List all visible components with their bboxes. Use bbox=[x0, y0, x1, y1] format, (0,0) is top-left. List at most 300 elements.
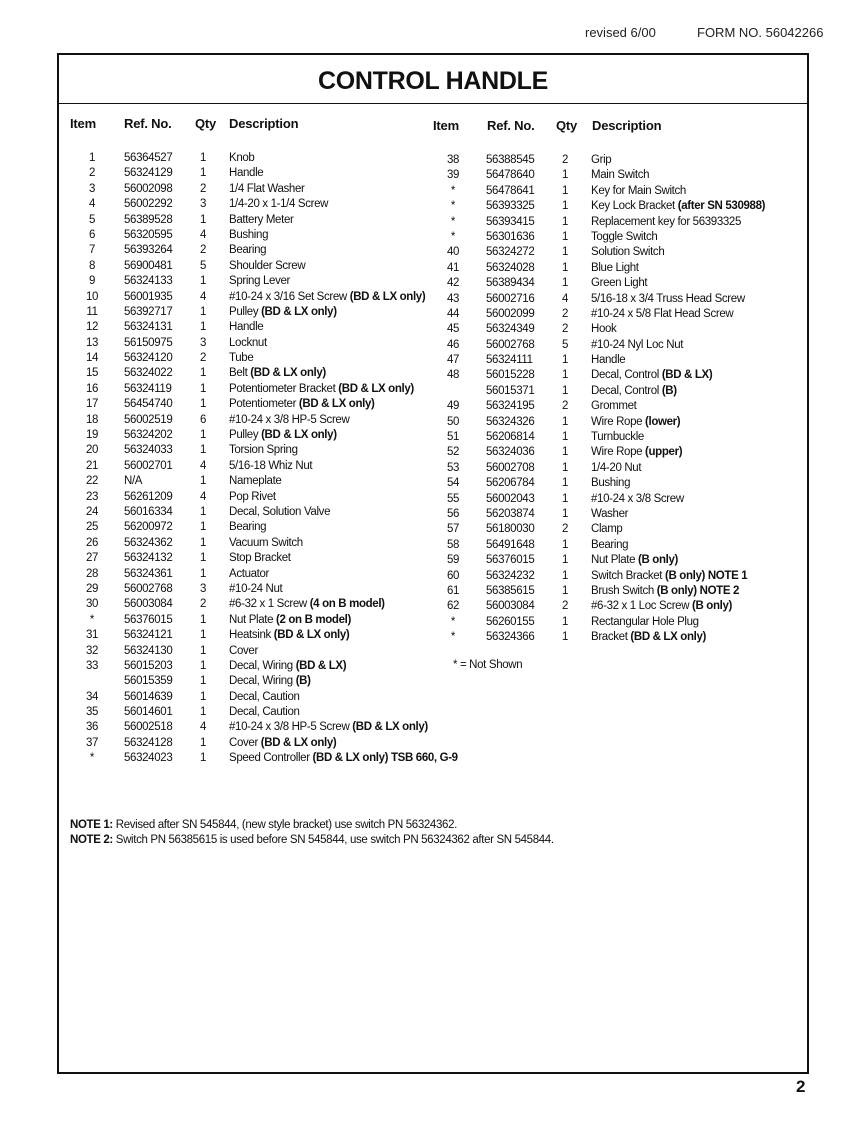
table-row bbox=[77, 583, 422, 598]
table-row bbox=[77, 752, 458, 767]
item-cell: 14 bbox=[85, 352, 99, 365]
description-text: Spring Lever bbox=[229, 275, 291, 288]
qty-cell: 2 bbox=[561, 307, 569, 320]
qty-cell: 1 bbox=[199, 321, 207, 334]
table-row bbox=[438, 231, 803, 246]
qty-cell: 1 bbox=[561, 369, 569, 382]
table-row bbox=[77, 675, 422, 690]
revision-date: revised 6/00 bbox=[585, 25, 656, 40]
item-cell: 22 bbox=[85, 475, 99, 488]
item-cell: 29 bbox=[85, 582, 99, 595]
qty-cell: 1 bbox=[199, 752, 207, 765]
note-2-text: Switch PN 56385615 is used before SN 545844, use switch PN 56324362 after SN 545844. bbox=[112, 834, 554, 846]
qty-cell: 1 bbox=[561, 431, 569, 444]
table-row bbox=[438, 216, 803, 231]
description-text: #10-24 x 3/8 HP-5 Screw bbox=[229, 721, 353, 734]
table-row bbox=[77, 352, 422, 367]
description-cell bbox=[591, 200, 765, 212]
ref-no-cell: 56002768 bbox=[486, 338, 535, 351]
item-cell: 21 bbox=[85, 459, 99, 472]
description-cell bbox=[591, 616, 699, 628]
description-cell bbox=[229, 198, 328, 210]
description-cell bbox=[229, 598, 385, 610]
qty-cell: 2 bbox=[199, 598, 207, 611]
ref-no-cell: 56301636 bbox=[486, 230, 535, 243]
description-text: Shoulder Screw bbox=[229, 259, 306, 272]
table-row bbox=[438, 277, 803, 292]
qty-cell: 1 bbox=[199, 213, 207, 226]
page-number: 2 bbox=[796, 1077, 806, 1096]
description-text: Heatsink bbox=[229, 629, 274, 642]
description-text: Hook bbox=[591, 323, 617, 336]
description-text: Handle bbox=[591, 354, 626, 367]
qty-cell: 1 bbox=[561, 631, 569, 644]
description-text: Bearing bbox=[229, 244, 267, 257]
right-header-qty: Qty bbox=[556, 118, 578, 133]
item-cell: 28 bbox=[85, 567, 99, 580]
description-text: Bearing bbox=[229, 521, 267, 534]
qty-cell: 2 bbox=[561, 323, 569, 336]
description-text: Speed Controller bbox=[229, 752, 313, 765]
description-text: Decal, Caution bbox=[229, 706, 300, 719]
description-qualifier: (BD & LX only) bbox=[260, 736, 337, 749]
ref-no-cell: 56392717 bbox=[124, 305, 173, 318]
description-qualifier: (BD & LX) bbox=[661, 369, 713, 382]
right-header-ref: Ref. No. bbox=[487, 118, 535, 133]
note-1-label: NOTE 1: bbox=[70, 819, 113, 831]
table-row bbox=[77, 290, 426, 306]
qty-cell: 1 bbox=[199, 736, 207, 749]
ref-no-cell: 56393264 bbox=[124, 244, 173, 257]
description-text: Potentiometer bbox=[229, 398, 299, 411]
left-header-ref: Ref. No. bbox=[124, 116, 172, 131]
description-cell bbox=[229, 506, 330, 518]
description-qualifier: (BD & LX only) bbox=[261, 305, 337, 318]
table-row bbox=[77, 383, 422, 398]
ref-no-cell: 56393325 bbox=[486, 200, 535, 213]
description-text: #10-24 Nyl Loc Nut bbox=[591, 338, 684, 351]
ref-no-cell: 56001935 bbox=[124, 290, 173, 303]
description-text: Handle bbox=[229, 167, 264, 180]
description-qualifier: (BD & LX only) bbox=[630, 631, 706, 644]
description-cell bbox=[591, 231, 657, 243]
qty-cell: 2 bbox=[561, 400, 569, 413]
table-row bbox=[438, 616, 803, 631]
left-header-desc: Description bbox=[229, 116, 299, 131]
ref-no-cell: 56002701 bbox=[124, 459, 173, 472]
ref-no-cell: 56900481 bbox=[124, 259, 173, 272]
qty-cell: 2 bbox=[199, 352, 207, 365]
item-cell: 61 bbox=[446, 584, 460, 597]
table-row bbox=[438, 354, 803, 369]
description-text: 1/4-20 x 1-1/4 Screw bbox=[229, 198, 329, 211]
table-row bbox=[77, 521, 422, 536]
description-qualifier: (BD & LX only) bbox=[250, 367, 326, 380]
ref-no-cell: 56002518 bbox=[124, 721, 173, 734]
description-text: Tube bbox=[229, 352, 254, 365]
qty-cell: 6 bbox=[199, 413, 207, 426]
description-cell bbox=[229, 583, 282, 595]
ref-no-cell: 56324128 bbox=[124, 736, 173, 749]
description-text: Bearing bbox=[591, 538, 629, 551]
qty-cell: 2 bbox=[199, 182, 207, 195]
description-cell bbox=[229, 229, 268, 241]
item-cell: 1 bbox=[88, 152, 96, 164]
description-text: Bracket bbox=[591, 631, 631, 644]
description-qualifier: (BD & LX) bbox=[295, 659, 347, 672]
description-cell bbox=[229, 537, 303, 549]
ref-no-cell: 56324119 bbox=[124, 382, 172, 395]
description-cell bbox=[229, 706, 300, 718]
description-cell bbox=[591, 323, 616, 335]
description-text: Bushing bbox=[229, 228, 269, 241]
item-cell: 53 bbox=[446, 461, 460, 474]
description-cell bbox=[591, 600, 732, 612]
qty-cell: 4 bbox=[199, 721, 207, 734]
qty-cell: 1 bbox=[199, 706, 207, 719]
item-cell: * bbox=[450, 184, 456, 197]
table-row bbox=[77, 275, 422, 290]
ref-no-cell: 56324022 bbox=[124, 367, 173, 380]
qty-cell: 1 bbox=[199, 629, 207, 642]
qty-cell: 1 bbox=[199, 429, 207, 442]
description-text: Green Light bbox=[591, 277, 648, 290]
table-row bbox=[438, 477, 803, 492]
description-qualifier: (BD & LX only) bbox=[273, 629, 350, 642]
item-cell: 56 bbox=[446, 507, 460, 520]
description-cell bbox=[591, 477, 630, 489]
qty-cell: 1 bbox=[199, 690, 207, 703]
description-cell bbox=[229, 491, 276, 503]
qty-cell: 1 bbox=[561, 384, 569, 397]
ref-no-cell: 56203874 bbox=[486, 507, 535, 520]
item-cell: 57 bbox=[446, 523, 460, 536]
description-text: Nut Plate bbox=[591, 554, 638, 567]
table-row bbox=[77, 429, 422, 444]
item-cell: 15 bbox=[85, 367, 99, 380]
item-cell: 48 bbox=[446, 369, 460, 382]
table-row bbox=[77, 414, 422, 429]
item-cell: 3 bbox=[88, 182, 96, 195]
ref-no-cell: 56002768 bbox=[124, 582, 173, 595]
table-row bbox=[77, 444, 422, 459]
description-text: Cover bbox=[229, 644, 258, 657]
description-cell bbox=[229, 244, 266, 256]
qty-cell: 2 bbox=[561, 154, 569, 166]
description-cell bbox=[229, 429, 337, 441]
form-number: FORM NO. 56042266 bbox=[697, 25, 824, 40]
table-row bbox=[77, 367, 422, 382]
description-cell bbox=[591, 523, 622, 535]
qty-cell: 4 bbox=[199, 459, 207, 472]
ref-no-cell: 56454740 bbox=[124, 398, 173, 411]
description-text: Cover bbox=[229, 736, 261, 749]
description-cell bbox=[591, 539, 628, 551]
qty-cell: 1 bbox=[199, 382, 207, 395]
item-cell: * bbox=[450, 631, 456, 644]
qty-cell: 3 bbox=[199, 336, 207, 349]
description-text: Bushing bbox=[591, 477, 631, 490]
description-cell bbox=[229, 383, 414, 395]
ref-no-cell: 56324033 bbox=[124, 444, 173, 457]
description-cell bbox=[591, 216, 741, 228]
ref-no-cell: 56015203 bbox=[124, 659, 173, 672]
ref-no-cell: 56324202 bbox=[124, 429, 173, 442]
description-cell bbox=[229, 660, 346, 672]
ref-no-cell: 56015228 bbox=[486, 369, 535, 382]
description-cell bbox=[591, 462, 641, 474]
item-cell: 52 bbox=[446, 446, 460, 459]
item-cell: 20 bbox=[85, 444, 99, 457]
table-row bbox=[438, 508, 803, 523]
ref-no-cell: 56206814 bbox=[486, 431, 535, 444]
table-row bbox=[438, 200, 803, 215]
left-header-qty: Qty bbox=[195, 116, 217, 131]
table-row bbox=[438, 585, 803, 600]
item-cell: 23 bbox=[85, 490, 99, 503]
qty-cell: 1 bbox=[561, 415, 569, 428]
description-qualifier: (2 on B model) bbox=[276, 613, 351, 626]
description-cell bbox=[591, 416, 680, 428]
item-cell: 2 bbox=[88, 167, 96, 180]
description-cell bbox=[229, 675, 311, 687]
item-cell: 60 bbox=[446, 569, 460, 582]
description-text: Pop Rivet bbox=[229, 490, 276, 503]
table-row bbox=[77, 183, 422, 198]
description-cell bbox=[229, 614, 351, 626]
qty-cell: 5 bbox=[561, 338, 569, 351]
item-cell: 17 bbox=[85, 398, 99, 411]
item-cell: 37 bbox=[85, 736, 99, 749]
item-cell: 7 bbox=[88, 244, 96, 257]
description-text: Pulley bbox=[229, 305, 262, 318]
table-row bbox=[77, 398, 422, 413]
description-text: #6-32 x 1 Screw bbox=[229, 598, 310, 611]
description-cell bbox=[229, 214, 293, 226]
table-row bbox=[438, 169, 803, 184]
description-text: Key for Main Switch bbox=[591, 184, 686, 197]
qty-cell: 1 bbox=[561, 215, 569, 228]
description-qualifier: (BD & LX only) bbox=[352, 721, 428, 734]
ref-no-cell: 56324366 bbox=[486, 631, 535, 644]
description-text: Blue Light bbox=[591, 261, 639, 274]
description-text: 5/16-18 Whiz Nut bbox=[229, 459, 313, 472]
description-cell bbox=[591, 493, 684, 505]
table-row bbox=[438, 293, 803, 308]
description-qualifier: (after SN 530988) bbox=[677, 200, 766, 213]
item-cell: 58 bbox=[446, 538, 460, 551]
table-row bbox=[438, 400, 803, 415]
ref-no-cell: 56324232 bbox=[486, 569, 535, 582]
item-cell: 9 bbox=[88, 275, 96, 288]
description-text: Washer bbox=[591, 507, 629, 520]
description-text: Wire Rope bbox=[591, 415, 646, 428]
item-cell: 19 bbox=[85, 429, 99, 442]
table-row bbox=[438, 308, 803, 323]
qty-cell: 1 bbox=[199, 367, 207, 380]
ref-no-cell: 56324028 bbox=[486, 261, 535, 274]
description-qualifier: (upper) bbox=[645, 446, 683, 459]
table-row bbox=[438, 339, 803, 354]
description-cell bbox=[591, 631, 706, 643]
table-row bbox=[438, 539, 803, 554]
description-text: Actuator bbox=[229, 567, 270, 580]
table-row bbox=[438, 570, 803, 585]
qty-cell: 1 bbox=[561, 615, 569, 628]
ref-no-cell: 56200972 bbox=[124, 521, 173, 534]
description-qualifier: (B only) bbox=[692, 600, 733, 613]
ref-no-cell: 56324036 bbox=[486, 446, 535, 459]
description-qualifier: (BD & LX only) TSB 660, G-9 bbox=[312, 752, 458, 765]
qty-cell: 1 bbox=[561, 246, 569, 259]
description-cell bbox=[229, 306, 337, 318]
table-row bbox=[77, 460, 422, 475]
item-cell: 10 bbox=[85, 290, 99, 303]
description-text: #10-24 x 3/16 Set Screw bbox=[229, 290, 350, 303]
table-row bbox=[77, 691, 422, 706]
description-cell bbox=[229, 337, 267, 349]
ref-no-cell: 56015359 bbox=[124, 675, 173, 688]
description-text: 5/16-18 x 3/4 Truss Head Screw bbox=[591, 292, 745, 305]
description-text: Torsion Spring bbox=[229, 444, 298, 457]
qty-cell: 1 bbox=[199, 444, 207, 457]
item-cell: 8 bbox=[88, 259, 96, 272]
description-qualifier: (BD & LX only) bbox=[349, 290, 426, 303]
qty-cell: 5 bbox=[199, 259, 207, 272]
description-text: Stop Bracket bbox=[229, 552, 291, 565]
description-cell bbox=[591, 431, 644, 443]
description-text: Decal, Control bbox=[591, 384, 662, 397]
item-cell: 6 bbox=[88, 228, 96, 241]
ref-no-cell: 56206784 bbox=[486, 477, 535, 490]
note-1-text: Revised after SN 545844, (new style bracket) use switch PN 56324362. bbox=[112, 819, 457, 831]
ref-no-cell: 56491648 bbox=[486, 538, 535, 551]
table-row bbox=[77, 706, 422, 721]
qty-cell: 4 bbox=[199, 228, 207, 241]
qty-cell: 1 bbox=[199, 521, 207, 534]
ref-no-cell: 56478641 bbox=[486, 184, 535, 197]
ref-no-cell: 56324121 bbox=[124, 629, 173, 642]
ref-no-cell: 56016334 bbox=[124, 505, 173, 518]
ref-no-cell: 56002716 bbox=[486, 292, 535, 305]
ref-no-cell: 56324111 bbox=[486, 354, 533, 367]
table-row bbox=[438, 154, 803, 169]
ref-no-cell: 56376015 bbox=[486, 554, 535, 567]
qty-cell: 1 bbox=[199, 552, 207, 565]
description-cell bbox=[591, 246, 664, 258]
item-cell: 50 bbox=[446, 415, 460, 428]
table-row bbox=[77, 721, 428, 736]
table-row bbox=[77, 568, 422, 583]
description-cell bbox=[229, 260, 305, 272]
table-row bbox=[77, 506, 422, 521]
description-cell bbox=[229, 752, 458, 764]
item-cell: 51 bbox=[446, 431, 460, 444]
description-cell bbox=[229, 552, 291, 564]
table-row bbox=[438, 431, 803, 446]
page-title: CONTROL HANDLE bbox=[59, 55, 807, 104]
description-text: #10-24 x 3/8 Screw bbox=[591, 492, 684, 505]
qty-cell: 3 bbox=[199, 582, 207, 595]
description-text: #10-24 Nut bbox=[229, 582, 283, 595]
description-text: Toggle Switch bbox=[591, 230, 658, 243]
table-row bbox=[438, 246, 803, 261]
description-cell bbox=[229, 645, 258, 657]
table-row bbox=[77, 491, 422, 506]
qty-cell: 1 bbox=[199, 659, 207, 672]
description-cell bbox=[229, 444, 298, 456]
notes-section bbox=[70, 819, 554, 849]
qty-cell: 1 bbox=[561, 538, 569, 551]
ref-no-cell: 56003084 bbox=[486, 600, 535, 613]
description-cell bbox=[229, 152, 254, 164]
description-cell bbox=[229, 568, 269, 580]
item-cell: 13 bbox=[85, 336, 99, 349]
description-text: Knob bbox=[229, 152, 255, 164]
qty-cell: 1 bbox=[561, 277, 569, 290]
ref-no-cell: 56393415 bbox=[486, 215, 535, 228]
description-text: Turnbuckle bbox=[591, 431, 644, 444]
qty-cell: 1 bbox=[561, 261, 569, 274]
description-text: Locknut bbox=[229, 336, 267, 349]
item-cell: 30 bbox=[85, 598, 99, 611]
description-text: Brush Switch bbox=[591, 584, 657, 597]
ref-no-cell: 56388545 bbox=[486, 154, 535, 166]
table-row bbox=[77, 645, 422, 660]
note-2-label: NOTE 2: bbox=[70, 834, 113, 846]
description-cell bbox=[591, 185, 686, 197]
item-cell: 59 bbox=[446, 554, 460, 567]
qty-cell: 1 bbox=[561, 569, 569, 582]
qty-cell: 1 bbox=[561, 184, 569, 197]
ref-no-cell: 56324349 bbox=[486, 323, 535, 336]
table-row bbox=[77, 214, 422, 229]
description-text: Pulley bbox=[229, 429, 262, 442]
ref-no-cell: 56478640 bbox=[486, 169, 535, 182]
description-cell bbox=[591, 554, 678, 566]
qty-cell: 1 bbox=[199, 167, 207, 180]
description-qualifier: (B only) NOTE 2 bbox=[656, 584, 740, 597]
qty-cell: 1 bbox=[561, 584, 569, 597]
item-cell: 34 bbox=[85, 690, 99, 703]
item-cell: * bbox=[450, 215, 456, 228]
description-cell bbox=[229, 414, 349, 426]
item-cell: 39 bbox=[446, 169, 460, 182]
qty-cell: 1 bbox=[561, 230, 569, 243]
item-cell: 41 bbox=[446, 261, 460, 274]
qty-cell: 1 bbox=[199, 275, 207, 288]
qty-cell: 1 bbox=[199, 644, 207, 657]
table-row bbox=[438, 446, 803, 461]
ref-no-cell: 56260155 bbox=[486, 615, 535, 628]
ref-no-cell: 56180030 bbox=[486, 523, 535, 536]
description-qualifier: (4 on B model) bbox=[309, 598, 385, 611]
description-text: Solution Switch bbox=[591, 246, 665, 259]
description-cell bbox=[591, 570, 747, 582]
description-text: Main Switch bbox=[591, 169, 650, 182]
item-cell: 25 bbox=[85, 521, 99, 534]
description-cell bbox=[591, 262, 639, 274]
description-text: Rectangular Hole Plug bbox=[591, 615, 699, 628]
qty-cell: 2 bbox=[561, 600, 569, 613]
item-cell: 49 bbox=[446, 400, 460, 413]
qty-cell: 1 bbox=[561, 507, 569, 520]
description-text: Decal, Caution bbox=[229, 690, 300, 703]
ref-no-cell: 56324132 bbox=[124, 552, 173, 565]
item-cell: 24 bbox=[85, 505, 99, 518]
description-qualifier: (lower) bbox=[645, 415, 681, 428]
item-cell: 42 bbox=[446, 277, 460, 290]
